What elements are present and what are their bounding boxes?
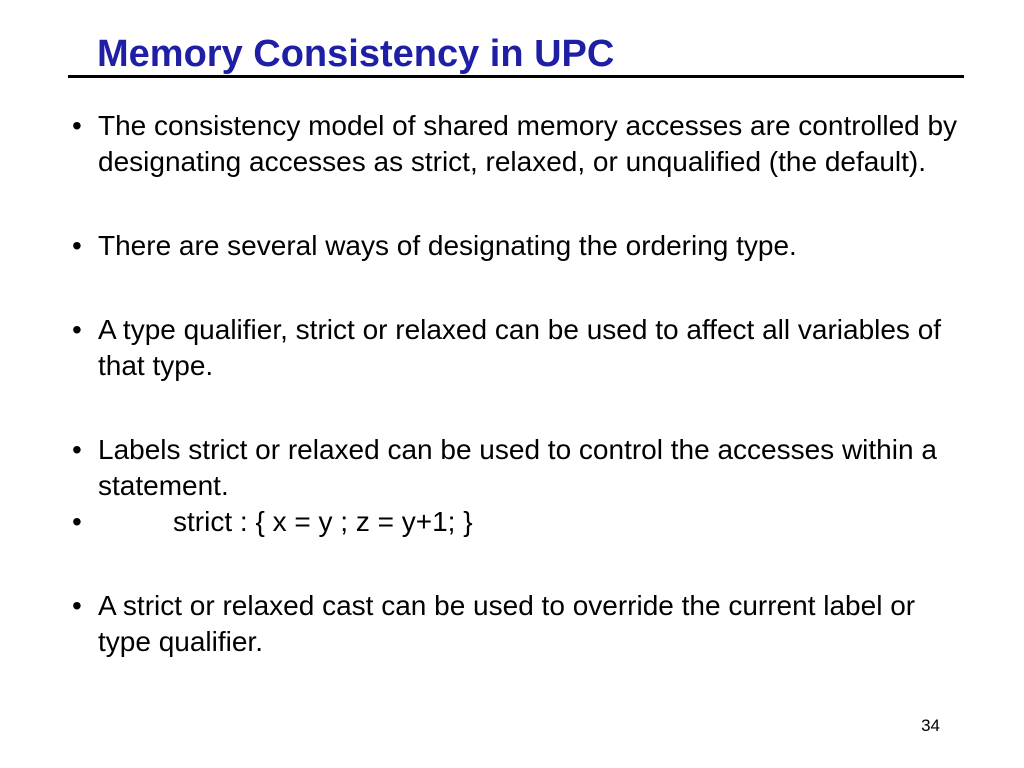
bullet-item (72, 108, 972, 180)
bullet-text: A strict or relaxed cast can be used to override the current label or type qualifier. (98, 590, 916, 657)
bullet-text: A type qualifier, strict or relaxed can be used to affect all variables of that type. (98, 314, 942, 381)
bullet-item (72, 432, 972, 504)
title-underline (68, 75, 964, 78)
bullet-marker: • (72, 434, 82, 465)
bullet-marker: • (72, 230, 82, 261)
bullet-text: Labels strict or relaxed can be used to control the accesses within a statement. (98, 434, 937, 501)
bullet-list (72, 108, 972, 660)
bullet-marker: • (72, 314, 82, 345)
code-example-item (72, 504, 972, 540)
bullet-text: There are several ways of designating the ordering type. (98, 230, 797, 261)
bullet-item (72, 228, 972, 264)
slide-title: Memory Consistency in UPC (97, 33, 615, 75)
bullet-marker: • (72, 506, 82, 537)
bullet-marker: • (72, 590, 82, 621)
bullet-item (72, 588, 972, 660)
page-number: 34 (921, 716, 940, 735)
bullet-item (72, 312, 972, 384)
bullet-text: The consistency model of shared memory accesses are controlled by designating accesses as strict, relaxed, or unqualified (the default). (98, 110, 958, 177)
code-example-text: strict : { x = y ; z = y+1; } (173, 506, 473, 537)
bullet-marker: • (72, 110, 82, 141)
